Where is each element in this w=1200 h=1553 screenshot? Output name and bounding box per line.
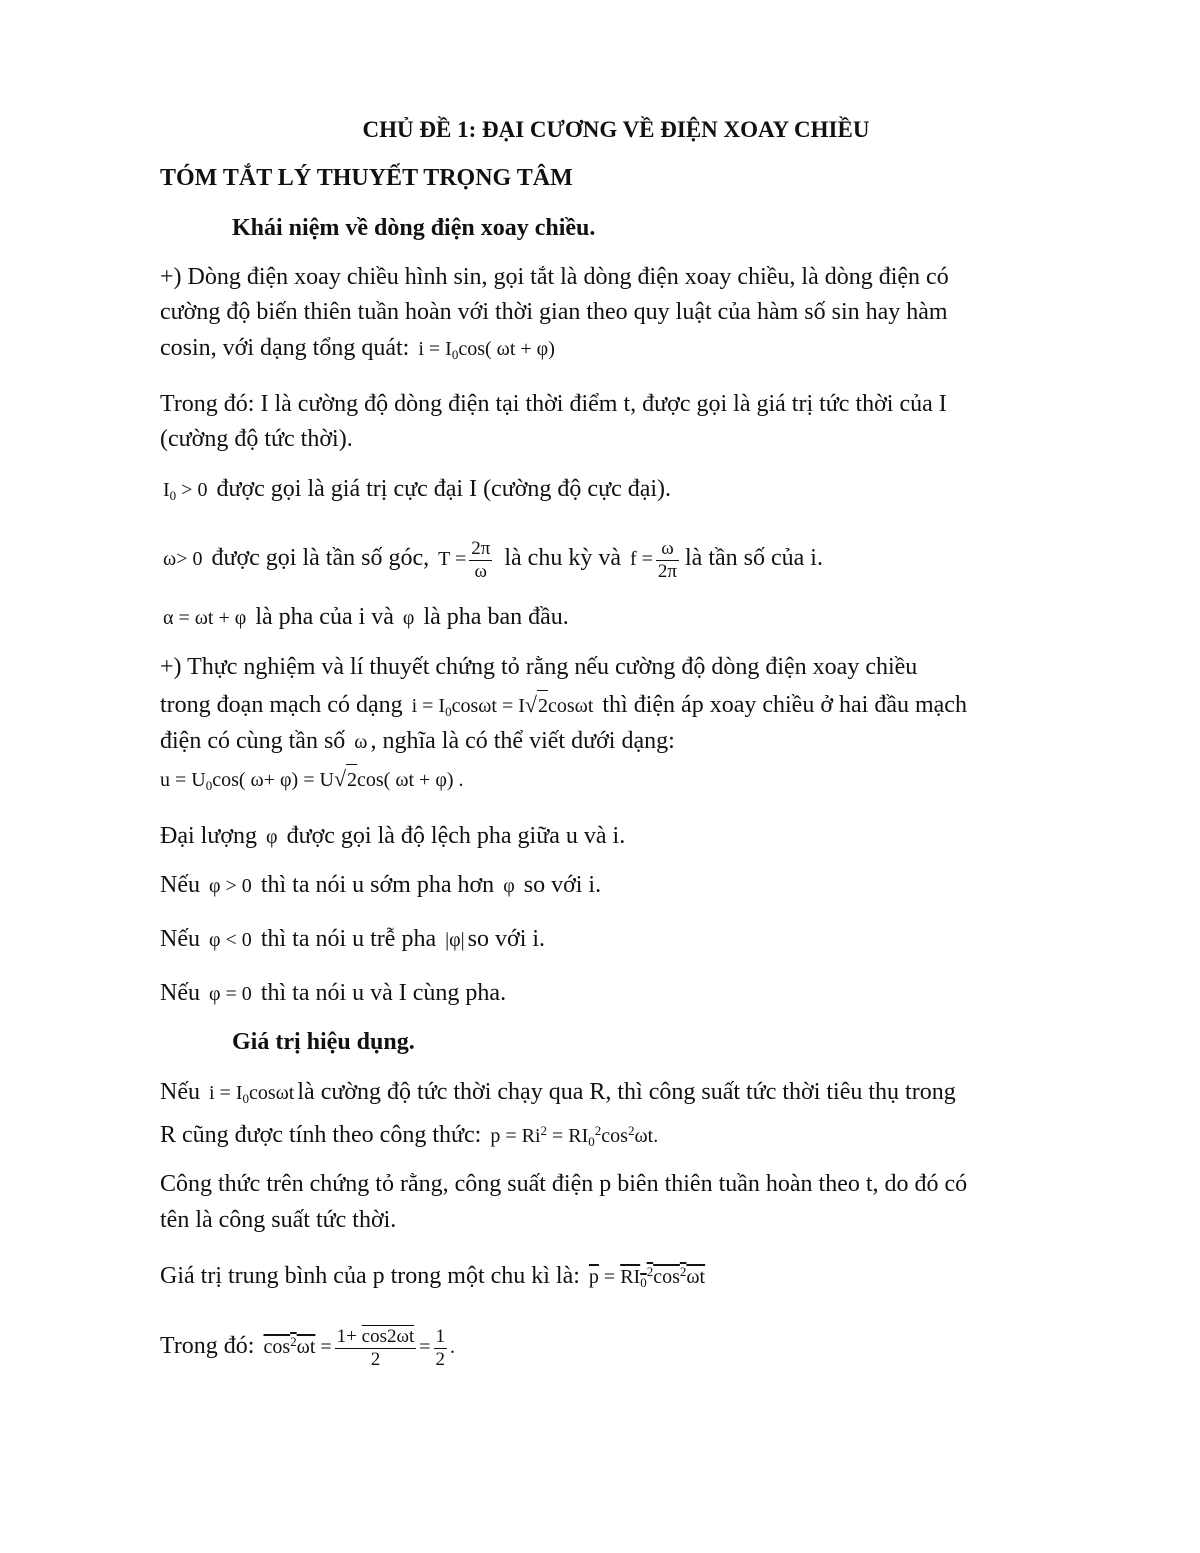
paragraph-5: α = ωt + φ là pha của i và φ là pha ban đầu. — [163, 604, 569, 630]
subheading-ac-concept: Khái niệm về dòng điện xoay chiều. — [232, 215, 596, 241]
section-heading: TÓM TẮT LÝ THUYẾT TRỌNG TÂM — [160, 165, 573, 191]
formula-i0-positive: $I_0 > 0$ — [163, 479, 208, 503]
paragraph-7: Đại lượng φ được gọi là độ lệch pha giữa u và i. — [160, 823, 626, 849]
formula-phase: α = ωt + φ — [163, 607, 247, 629]
paragraph-10: Nếu φ = 0 thì ta nói u và I cùng pha. — [160, 980, 507, 1006]
paragraph-1-line-2: cường độ biến thiên tuần hoàn với thời gian theo quy luật của hàm số sin hay hàm — [160, 299, 948, 325]
formula-phi-negative: φ < 0 — [208, 929, 252, 951]
paragraph-11-line-1: Nếu $i = I_0\cos\omega t$ là cường độ tức thời chạy qua R, thì công suất tức thời tiêu thụ trong — [160, 1079, 956, 1106]
formula-omega-positive: ω> 0 — [163, 548, 203, 570]
paragraph-11-line-2: R cũng được tính theo công thức: $p = Ri^2 = RI_0^2\cos^2\omega t$. — [160, 1122, 659, 1149]
paragraph-6-line-2: trong đoạn mạch có dạng $i = I_0\cos\omega t = I√2\cos\omega t$ thì điện áp xoay chiều ở hai đầu mạch — [160, 692, 967, 719]
paragraph-2-line-2: (cường độ tức thời). — [160, 426, 353, 452]
paragraph-12-line-2: tên là công suất tức thời. — [160, 1207, 397, 1233]
paragraph-12-line-1: Công thức trên chứng tỏ rằng, công suất điện p biên thiên tuần hoàn theo t, do đó có — [160, 1171, 968, 1197]
paragraph-2-line-1: Trong đó: I là cường độ dòng điện tại thời điểm t, được gọi là giá trị tức thời của I — [160, 391, 947, 417]
formula-period: T = $\frac{2\pi}{\omega}$ — [438, 537, 491, 582]
formula-frequency: f = $\frac{\omega}{2\pi}$ — [629, 537, 678, 582]
document-title: CHỦ ĐỀ 1: ĐẠI CƯƠNG VỀ ĐIỆN XOAY CHIỀU — [362, 117, 870, 142]
paragraph-9: Nếu φ < 0 thì ta nói u trễ pha |φ| so với i. — [160, 926, 546, 952]
paragraph-1-line-3: cosin, với dạng tổng quát: $i = I_0\cos$( ωt + φ) — [160, 335, 555, 362]
formula-omega: ω — [354, 731, 368, 753]
formula-power: $p = Ri^2 = RI_0^2\cos^2\omega t$. — [490, 1123, 659, 1149]
paragraph-6-line-3: điện có cùng tần số ω , nghĩa là có thể viết dưới dạng: — [160, 728, 675, 754]
formula-phi-zero: φ = 0 — [208, 983, 252, 1005]
paragraph-1-line-1: +) Dòng điện xoay chiều hình sin, gọi tắt là dòng điện xoay chiều, là dòng điện có — [160, 264, 949, 290]
paragraph-13: Giá trị trung bình của p trong một chu kì là: $\overline{p} = RI_0^2\cos^2\omega t$ — [160, 1263, 706, 1290]
formula-average-cos-squared: $\cos^2\omega t$ = $\frac{1+ \cos 2\omega t}{2}$ = $\frac{1}{2}$ . — [263, 1325, 456, 1370]
formula-phi-abs: |φ| — [445, 929, 465, 951]
paragraph-14: Trong đó: $\cos^2\omega t$ = $\frac{1+ \cos 2\omega t}{2}$ = $\frac{1}{2}$ . — [160, 1325, 456, 1370]
paragraph-4: ω> 0 được gọi là tần số góc, T = $\frac{2\pi}{\omega}$ là chu kỳ và f = $\frac{\omega}{2\pi}$ là tần số của i. — [163, 537, 823, 582]
formula-current-cos: $i = I_0\cos\omega t$ — [208, 1082, 295, 1106]
formula-current: $i = I_0\cos$( ωt + φ) — [418, 338, 555, 362]
formula-voltage: $u = U_0\cos$( ω+ φ) = U√2cos( ωt + φ) . — [160, 766, 464, 793]
paragraph-3: $I_0 > 0$ được gọi là giá trị cực đại I (cường độ cực đại). — [163, 476, 672, 503]
formula-phi: φ — [402, 607, 415, 629]
formula-phi-positive: φ > 0 — [208, 875, 252, 897]
formula-current-rms: $i = I_0\cos\omega t = I√2\cos\omega t$ — [411, 692, 594, 719]
subheading-rms-value: Giá trị hiệu dụng. — [232, 1029, 415, 1055]
formula-average-power: $\overline{p} = RI_0^2\cos^2\omega t$ — [588, 1264, 706, 1290]
paragraph-8: Nếu φ > 0 thì ta nói u sớm pha hơn φ so với i. — [160, 872, 602, 898]
formula-voltage-line — [160, 764, 467, 801]
paragraph-6-line-1: +) Thực nghiệm và lí thuyết chứng tỏ rằng nếu cường độ dòng điện xoay chiều — [160, 654, 918, 680]
